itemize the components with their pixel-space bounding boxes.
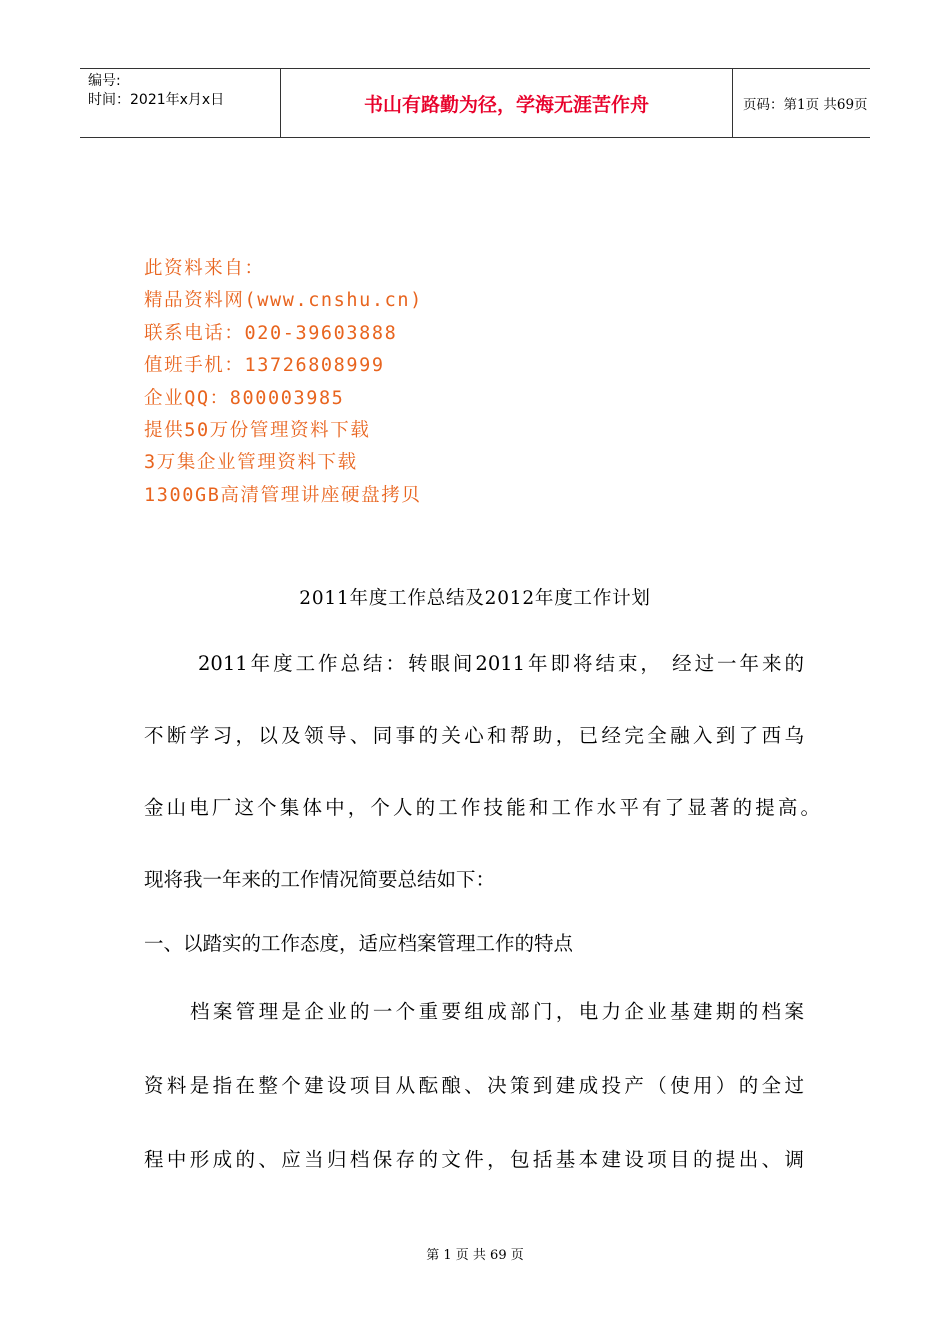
source-line: 提供50万份管理资料下载 xyxy=(144,420,371,442)
source-line: 精品资料网(www.cnshu.cn) xyxy=(144,290,423,312)
page-header xyxy=(80,68,870,138)
document-title: 2011年度工作总结及2012年度工作计划 xyxy=(299,588,651,609)
page-footer: 第 1 页 共 69 页 xyxy=(426,1248,524,1263)
header-motto: 书山有路勤为径，学海无涯苦作舟 xyxy=(281,69,733,137)
section-heading: 一、以踏实的工作态度，适应档案管理工作的特点 xyxy=(144,932,574,955)
document-date: 时间：2021年x月x日 xyxy=(88,92,225,108)
source-line: 此资料来自： xyxy=(144,258,265,279)
body-line: 程中形成的、应当归档保存的文件，包括基本建设项目的提出、调 xyxy=(144,1148,804,1171)
body-line: 现将我一年来的工作情况简要总结如下： xyxy=(144,868,496,891)
body-line: 金山电厂这个集体中，个人的工作技能和工作水平有了显著的提高。 xyxy=(144,796,820,819)
body-line: 2011年度工作总结：转眼间2011年即将结束， 经过一年来的 xyxy=(198,652,804,675)
header-meta-cell xyxy=(80,69,281,137)
body-line: 档案管理是企业的一个重要组成部门，电力企业基建期的档案 xyxy=(190,1000,804,1023)
header-page-info: 页码：第1页 共69页 xyxy=(743,97,868,113)
source-line: 3万集企业管理资料下载 xyxy=(144,452,358,474)
source-info-block xyxy=(144,253,423,512)
source-line: 值班手机：13726808999 xyxy=(144,355,385,377)
source-line: 企业QQ：800003985 xyxy=(144,387,345,409)
document-number-label: 编号: xyxy=(88,73,121,89)
source-line: 联系电话：020-39603888 xyxy=(144,322,398,344)
body-line: 资料是指在整个建设项目从酝酿、决策到建成投产（使用）的全过 xyxy=(144,1074,804,1097)
body-line: 不断学习，以及领导、同事的关心和帮助，已经完全融入到了西乌 xyxy=(144,724,804,747)
source-line: 1300GB高清管理讲座硬盘拷贝 xyxy=(144,484,422,506)
